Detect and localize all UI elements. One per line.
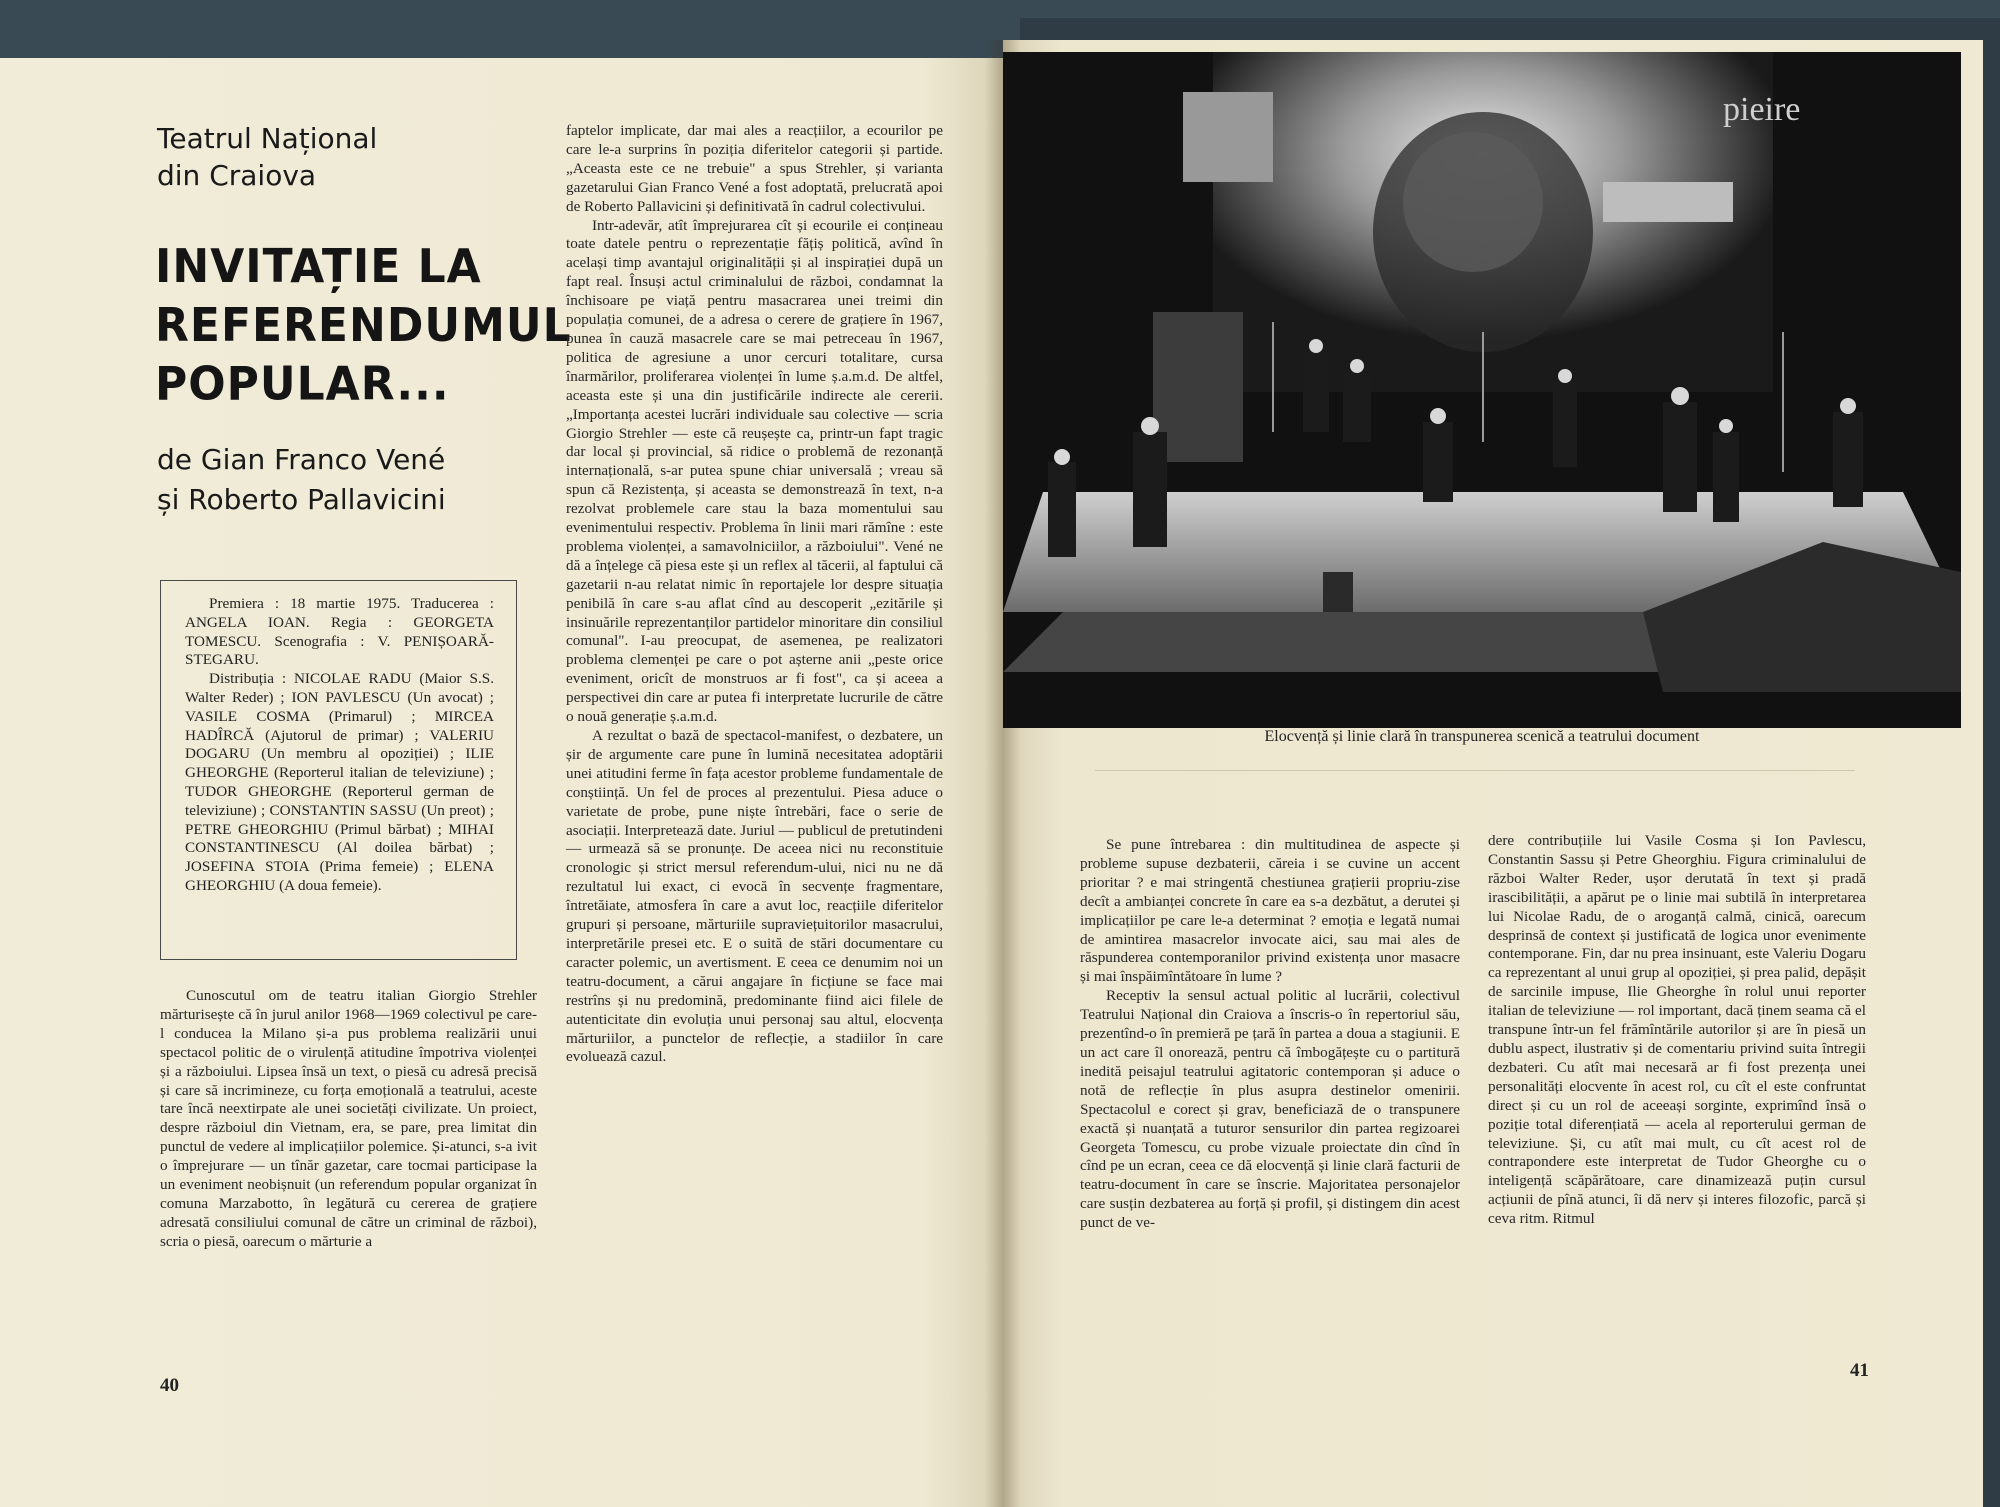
headline-line-3: POPULAR... [155, 357, 450, 412]
theatre-name-line-2: din Craiova [157, 159, 317, 192]
photo-sign-text: pieire [1723, 91, 1801, 128]
projected-sign [1603, 182, 1733, 222]
column-2-paragraph-3: A rezultat o bază de spectacol-manifest, o dezbatere, un șir de argumente care pune în lumină necesitatea adoptării unei atitudini ferme în fața acestor probleme fundamentale de conștiință. Un fel de proces al prezentului. Piesa aduce o varietate de probe, pune niște întrebări, face o serie de asociații. Interpretează date. Juriul — publicul de pretutindeni — urmează să se pronunțe. De aceea nici nu reconstituie cronologic și strict mersul referendum-ului, nici nu ne dă rezultatul lui exact, ci evocă în secvențe fragmentare, întretăiate, atmosfera în care a avut loc, reacțiile diferitelor grupuri și persoane, mărturiile supraviețuitorilor masacrului, interpretările presei etc. E o suită de stări documentare cu caracter polemic, un avertisment. E ceea ce denumim noi un teatru-document, a cărui angajare în ficțiune se face mai restrîns și nu predomină, predominante fiind aici filele de autenticitate din evoluția unui personaj sau altul, elocvența mărturiilor, a punctelor de reflecție, a stadiilor în care evoluează cazul. [566, 727, 943, 1066]
article-column-4 [1488, 832, 1866, 1229]
column-4-paragraph-1: dere contribuțiile lui Vasile Cosma și Ion Pavlescu, Constantin Sassu și Petre Gheorghiu. Figura criminalului de război Walter Reder, ușor derutată în text și pradă irascibilității, a apărut pe o linie mai subtilă în interpretarea lui Nicolae Radu, de o aroganță calmă, cinică, oarecum desprinsă de context și justificată de logica unor evenimente contemporane. Fin, dar nu prea insinuant, este Valeriu Dogaru ca reprezentant al unui grup al opoziției, și prea palid, depășit de sarcinile impuse, Ilie Gheorghe în rolul unui reporter italian de televiziune — rol important, dacă ținem seama că el transpune într-un fel frămîntările autorilor și are în piesă un dublu aspect, ilustrativ și de comentariu privind suita întregii dezbateri. Cu atît mai necesară ar fi fost prezența unei personalități elocvente în acest rol, cu cît el este confruntat direct și cu un rol de aceeași sorginte, exprimînd însă o poziție total diferențiată — acela al reporterului german de televiziune. Și, cu atît mai mult, cu cît acest rol de contrapondere este interpretat de Tudor Gheorghe cu o inteligență scăpărătoare, care dinamizează puțin cursul acțiunii de pînă atunci, îi dă nerv și interes filozofic, parcă și ceva ritm. Ritmul [1488, 832, 1866, 1228]
credits-box [160, 580, 517, 960]
credits-cast: Distribuția : NICOLAE RADU (Maior S.S. Walter Reder) ; ION PAVLESCU (Un avocat) ; VASILE COSMA (Primarul) ; MIRCEA HADÎRCĂ (Ajutorul de primar) ; VALERIU DOGARU (Un membru al opoziției) ; ILIE GHEORGHE (Reporterul italian de televiziune) ; TUDOR GHEORGHE (Reporterul german de televiziune) ; CONSTANTIN SASSU (Un preot) ; PETRE GHEORGHIU (Primul bărbat) ; MIHAI CONSTANTINESCU (Al doilea bărbat) ; JOSEFINA STOIA (Prima femeie) ; ELENA GHEORGHIU (A doua femeie). [185, 670, 494, 894]
stool [1323, 572, 1353, 612]
theatre-name-line-1: Teatrul Național [157, 122, 378, 155]
caption-separator [1095, 770, 1855, 771]
column-3-paragraph-2: Receptiv la sensul actual politic al lucrării, colectivul Teatrului Național din Craiova a înscris-o în repertoriul său, prezentînd-o în premieră pe țară în partea a doua a stagiunii. E un act care îl onorează, pentru că îmbogățește cu o partitură inedită peisajul teatrului agitatoric contemporan și aduce o notă de reflecție în plus asupra destinelor omenirii. Spectacolul e corect și grav, beneficiază de o transpunere exactă și nuanțată a tuturor sensurilor din partea regizoarei Georgeta Tomescu, cu probe vizuale proiectate din cînd în cînd pe un ecran, ceea ce dă elocvență și linie clară facturii de teatru-document în care se înscrie. Majoritatea personajelor care susțin dezbaterea au forță și profil, și distingem din acest punct de ve- [1080, 987, 1460, 1232]
headline-line-2: REFERENDUMUL [155, 298, 572, 353]
photo-caption: Elocvență și linie clară în transpunerea scenică a teatrului document [1264, 728, 1700, 745]
column-2-paragraph-1: faptelor implicate, dar mai ales a reacțiilor, a ecourilor pe care le-a surprins în poziția diferitelor categorii și partide. „Aceasta este ce ne trebuie" a spus Strehler, și varianta gazetarului Gian Franco Vené a fost adoptată, prelucrată apoi de Roberto Pallavicini și definitivată în cadrul colectivului. [566, 122, 943, 215]
page-number-right: 41 [1850, 1360, 1869, 1381]
credits-premiere: Premiera : 18 martie 1975. Traducerea : ANGELA IOAN. Regia : GEORGETA TOMESCU. Scenografia : V. PENIȘOARĂ-STEGARU. [185, 595, 494, 669]
column-2-paragraph-2: Intr-adevăr, atît împrejurarea cît și ecourile ei conțineau toate datele pentru o reprezentație fățiș politică, avînd în același timp avantajul originalității și al inspirației după un fapt real. Însuși actul criminalului de război, condamnat la închisoare pe viață pentru masacrarea unei treimi din populația comunei, de a adresa o cerere de grațiere în 1967, punea în cauză masacrele care se mai petreceau în 1967, politica de agresiune a unor cercuri totalitare, cursa înarmărilor, proliferarea violenței în lume ș.a.m.d. De altfel, aceasta este și una din justificările indirecte ale cererii. „Importanța acestei lucrări individuale sau colective — scria Giorgio Strehler — este că reușește ca, printr-un fapt tragic dar local și provincial, să ridice o problemă de rezonanță internațională, s-ar putea spune chiar universală ; vreau să spun că Rezistența, și aceasta se demonstrează în text, n-a rezolvat problemele care stau la baza momentului sau evenimentului respectiv. Problema în linii mari rămîne : este problema violenței, a samavolniciilor, a războiului". Vené ne dă a înțelege că piesa este și un reflex al tăcerii, al faptului că gazetarii n-au relatat nimic în reportajele lor despre situația penibilă în care s-au aflat cînd au descoperit „ezitările și insinuările reprezentanților partidelor minoritare din consiliul comunal". I-au preocupat, de asemenea, pe realizatori problema clemenței pe care o pot așterne anii „peste orice eveniment, oricît de monstruos ar fi fost", ca și aceea a perspectivei din care ar putea fi interpretate lucrurile de către o nouă generație ș.a.m.d. [566, 216, 943, 726]
article-column-3 [1080, 836, 1460, 1233]
article-headline [155, 238, 572, 414]
column-3-paragraph-1: Se pune întrebarea : din multitudinea de aspecte și probleme supuse dezbaterii, căreia i se cuvine un accent prioritar ? e mai stringentă chestiunea grațierii propriu-zise decît a ambianței concrete în care ea s-a dezbătut, a derutei și implicațiilor pe care le-a determinat ? emoția e legată numai de amintirea masacrelor invocate aici, sau mai ales de răspunderea contemporanilor privind existența unor masacre și mai înspăimîntătoare în lume ? [1080, 836, 1460, 986]
page-number-left: 40 [160, 1375, 179, 1396]
stage-photo-drawing [1003, 52, 1961, 728]
article-column-1 [160, 987, 537, 1252]
headline-line-1: INVITAȚIE LA [155, 240, 482, 294]
theatre-name [157, 120, 457, 194]
column-1-paragraph: Cunoscutul om de teatru italian Giorgio Strehler mărturisește că în jurul anilor 1968—1969 colectivul pe care-l conducea la Milano și-a pus problema realizării unui spectacol politic de o virulență atitudine împotriva violenței și a războiului. Lipsea însă un text, o piesă cu adresă precisă și care să incrimineze, cu forța emoțională a teatrului, aceste tare încă neextirpate ale unei societăți civilizate. Un proiect, despre războiul din Vietnam, era, se pare, prea limitat din punctul de vedere al implicațiilor polemice. Și-atunci, s-a ivit o împrejurare — un tînăr gazetar, care tocmai participase la un eveniment neobișnuit (un referendum popular organizat în comuna Marzabotto, în legătură cu cererea de grațiere adresată consiliului comunal de către un criminal de război), scria o piesă, oarecum o mărturie a [160, 987, 537, 1250]
book-cover-top-edge [1020, 18, 2000, 42]
article-authors [157, 440, 487, 520]
authors-line-1: de Gian Franco Vené [157, 443, 446, 476]
projected-sign-left [1183, 92, 1273, 182]
stage-photograph [1003, 52, 1961, 728]
article-column-2 [566, 122, 943, 1067]
authors-line-2: și Roberto Pallavicini [157, 483, 446, 516]
book-cover-right-edge [1983, 18, 2000, 1507]
